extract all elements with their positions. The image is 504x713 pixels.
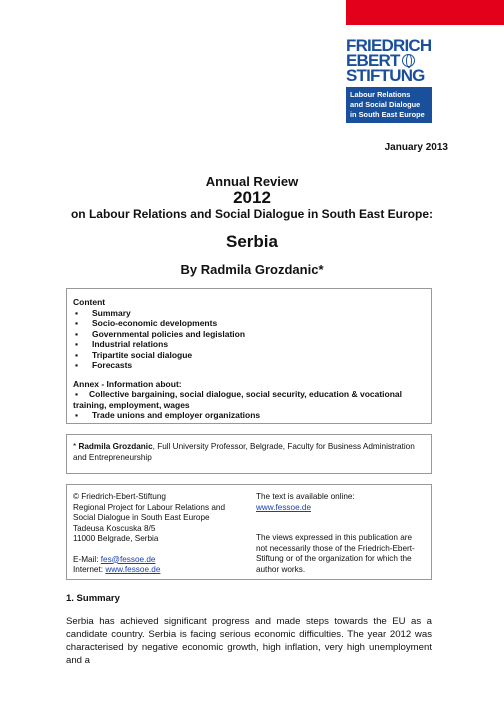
footnote-marker: * [73, 442, 79, 451]
annex-item [73, 389, 425, 410]
author-name: Radmila Grozdanic [78, 442, 153, 451]
email-link[interactable]: fes@fessoe.de [100, 554, 156, 564]
annex-heading: Annex - Information about: [73, 378, 182, 389]
bullet-icon: ▪ [75, 339, 79, 349]
contents-item-label: Industrial relations [92, 339, 169, 349]
logo-line-2-text: EBERT [346, 51, 400, 70]
author-description: , Full University Professor, Belgrade, Faculty for Business Administration and Entrepreneurship [73, 442, 415, 462]
imprint-line: Regional Project for Labour Relations and [73, 502, 226, 512]
spacer [73, 545, 256, 555]
spacer [73, 371, 425, 379]
contents-item [73, 360, 425, 371]
email-label: E-Mail: [73, 554, 101, 564]
imprint-line: Tadeusa Koscuska 8/5 [73, 523, 156, 533]
fes-logo [346, 38, 436, 123]
imprint-line: 11000 Belgrade, Serbia [73, 534, 159, 543]
author-note-box [66, 434, 432, 474]
contents-item [73, 329, 425, 340]
annex-item-label: Collective bargaining, social dialogue, social security, education & vocational training, employment, wages [73, 389, 403, 410]
online-text: The text is available online: [255, 492, 355, 501]
contents-box [66, 288, 432, 424]
publication-date: January 2013 [384, 142, 448, 153]
contents-item-label: Socio-economic developments [92, 318, 218, 328]
bullet-icon: ▪ [75, 307, 79, 318]
globe-icon [402, 54, 415, 67]
spacer [256, 513, 425, 523]
logo-subtitle-line: and Social Dialogue [350, 100, 421, 109]
internet-link[interactable]: www.fessoe.de [105, 565, 161, 574]
title-annual-review: Annual Review [205, 174, 299, 189]
contents-list [73, 308, 425, 371]
imprint-info-column [256, 492, 425, 575]
bullet-icon: ▪ [75, 389, 79, 399]
imprint-address-column [73, 492, 256, 575]
imprint-box [66, 484, 432, 580]
contents-heading: Content [73, 297, 106, 307]
internet-row [73, 565, 256, 576]
contents-item [73, 308, 425, 319]
imprint-line: Social Dialogue in South East Europe [73, 513, 210, 522]
bullet-icon: ▪ [75, 410, 79, 420]
bullet-icon: ▪ [75, 318, 79, 328]
email-row [73, 555, 256, 566]
red-header-bar [346, 0, 504, 25]
summary-paragraph: Serbia has achieved significant progress and made steps towards the EU as a candidate country. Serbia is facing serious economic difficulties. The year 2012 was characterised by negative economic growth, high inflation, very high unemployment and a [66, 616, 432, 666]
spacer [256, 523, 425, 533]
contents-item-label: Summary [92, 307, 131, 318]
contents-item [73, 350, 425, 361]
title-country: Serbia [226, 232, 278, 251]
bullet-icon: ▪ [75, 360, 79, 370]
bullet-icon: ▪ [75, 349, 79, 360]
contents-item [73, 318, 425, 329]
contents-item-label: Forecasts [92, 360, 133, 370]
contents-item-label: Governmental policies and legislation [92, 328, 246, 339]
internet-label: Internet: [73, 565, 106, 574]
logo-subtitle-line: in South East Europe [350, 110, 425, 119]
logo-line-1: FRIEDRICH [346, 36, 432, 55]
disclaimer-text: The views expressed in this publication are not necessarily those of the Friedrich-Ebert-Stiftung or of the organization for which the author works. [255, 533, 415, 574]
annex-item-label: Trade unions and employer organizations [92, 410, 261, 420]
logo-line-3: STIFTUNG [346, 66, 425, 85]
imprint-line: © Friedrich-Ebert-Stiftung [73, 492, 166, 501]
contents-item-label: Tripartite social dialogue [92, 349, 193, 360]
summary-heading: 1. Summary [66, 593, 120, 604]
logo-subtitle-line: Labour Relations [350, 90, 411, 99]
online-link[interactable]: www.fessoe.de [255, 502, 312, 512]
logo-subtitle-box [346, 87, 432, 123]
bullet-icon: ▪ [75, 328, 79, 339]
annex-item [73, 410, 425, 421]
title-author: By Radmila Grozdanic* [180, 262, 324, 277]
contents-item [73, 339, 425, 350]
title-year: 2012 [233, 188, 271, 207]
title-subject: on Labour Relations and Social Dialogue in South East Europe: [70, 207, 434, 221]
